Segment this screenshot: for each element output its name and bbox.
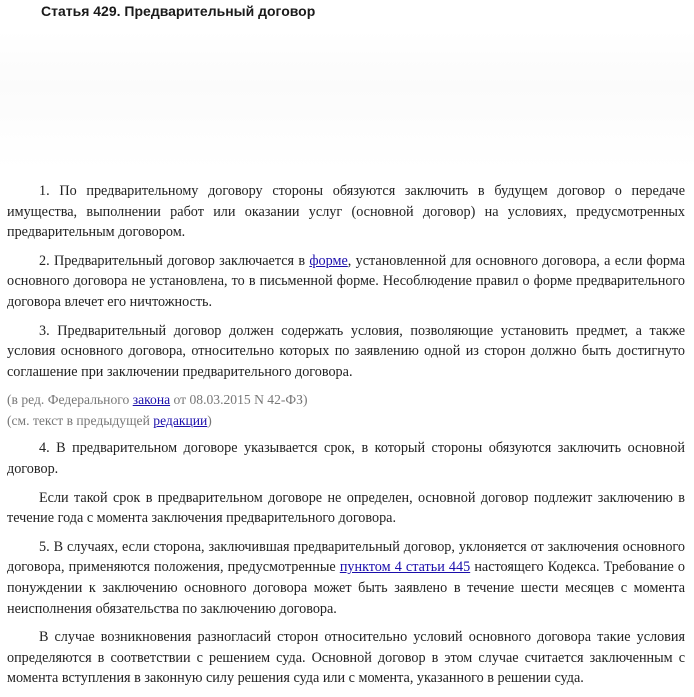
clause-2 [7,251,685,313]
amendment-note [7,390,685,409]
clause-4: 4. В предварительном договоре указывается срок, в который стороны обязуются заключить основной договор. [7,440,685,477]
clause-3: 3. Предварительный договор должен содержать условия, позволяющие установить предмет, а также условия основного договора, относительно которых по заявлению одной из сторон должно быть достигнуто соглашение при заключении предварительного договора. [7,322,685,380]
previous-edition-start: (см. текст в предыдущей [7,413,154,429]
law-link[interactable]: закона [132,392,171,408]
clause-2-text-end: , установленной для основного договора, а если форма основного договора не установлена, то в письменной форме. Несоблюдение правил о форме предварительного договора влечет его ничтожность. [7,252,685,310]
clause-5 [7,537,685,619]
amendment-note-start: (в ред. Федерального [7,392,133,408]
edition-link[interactable]: редакции [153,413,208,429]
previous-edition-end: ) [207,413,212,429]
clause-5-continued: В случае возникновения разногласий сторон относительно условий основного договора такие условия определяются в соответствии с решением суда. Основной договор в этом случае считается заключенным с момента вступления в законную силу решения суда или с момента, указанного в решении суда. [7,629,685,687]
clause-1: 1. По предварительному договору стороны обязуются заключить в будущем договор о передаче имущества, выполнении работ или оказании услуг (основной договор) на условиях, предусмотренных предварительным договором. [7,183,685,241]
clause-5-text-end: настоящего Кодекса. Требование о понуждении к заключению основного договора может быть заявлено в течение шести месяцев с момента неисполнения обязательства по заключению договора. [7,559,686,617]
article-title: Статья 429. Предварительный договор [41,3,316,19]
previous-edition-note [7,411,685,430]
form-link[interactable]: форме [309,252,348,269]
article-body [7,181,685,697]
blank-area [0,30,694,170]
article-445-link[interactable]: пунктом 4 статьи 445 [339,559,471,576]
clause-5-text-start: 5. В случаях, если сторона, заключившая предварительный договор, уклоняется от заключения основного договора, применяются положения, предусмотренные [7,538,685,576]
amendment-note-end: от 08.03.2015 N 42-ФЗ) [170,392,308,408]
clause-4-continued: Если такой срок в предварительном договоре не определен, основной договор подлежит заключению в течение года с момента заключения предварительного договора. [7,489,685,527]
clause-2-text-start: 2. Предварительный договор заключается в [39,252,310,269]
